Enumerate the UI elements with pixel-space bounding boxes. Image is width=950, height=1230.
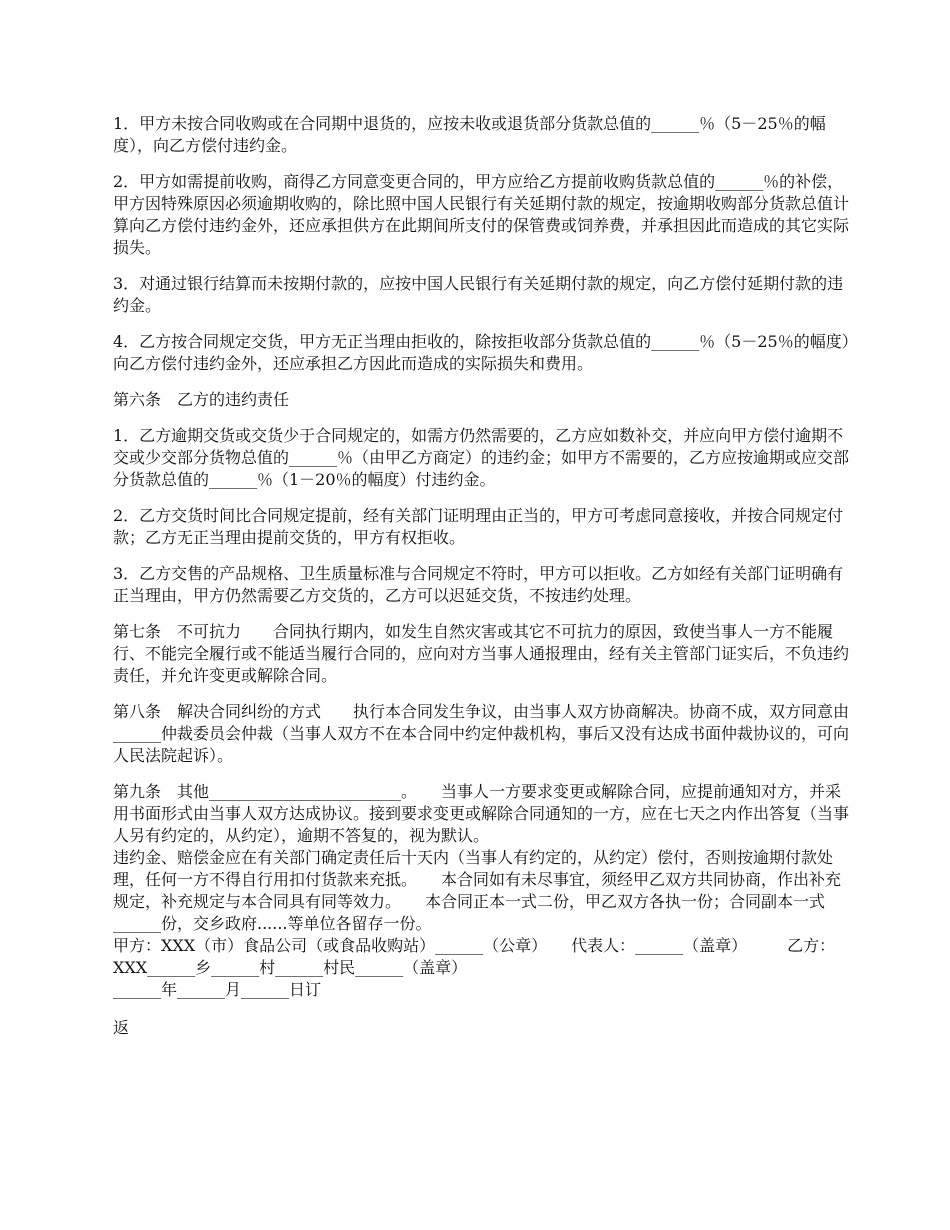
article-paragraph: 第九条 其他________________________。 当事人一方要求变更或解除合同，应提前通知对方，并采用书面形式由当事人双方达成协议。接到要求变更或解除合同通知的一方，应在七天之内作出答复（当事人另有约定的，从约定），逾期不答复的，视为默认。 <box>113 782 850 845</box>
article-heading: 第六条 乙方的违约责任 <box>113 390 290 409</box>
clause-paragraph: 2．乙方交货时间比合同规定提前，经有关部门证明理由正当的，甲方可考虑同意接收，并按合同规定付款；乙方无正当理由提前交货的，甲方有权拒收。 <box>113 506 844 547</box>
clause-paragraph: 2．甲方如需提前收购，商得乙方同意变更合同的，甲方应给乙方提前收购货款总值的______％的补偿，甲方因特殊原因必须逾期收购的，除比照中国人民银行有关延期付款的规定，按逾期收购部分货款总值计算向乙方偿付违约金外，还应承担供方在此期间所支付的保管费或饲养费，并承担因此而造成的其它实际损失。 <box>113 172 850 257</box>
article-paragraph: 第八条 解决合同纠纷的方式 执行本合同发生争议，由当事人双方协商解决。协商不成，双方同意由______仲裁委员会仲裁（当事人双方不在本合同中约定仲裁机构，事后又没有达成书面仲裁协议的，可向人民法院起诉）。 <box>113 702 850 765</box>
clause-paragraph: 1．甲方未按合同收购或在合同期中退货的，应按未收或退货部分货款总值的______％（5－25％的幅度），向乙方偿付违约金。 <box>113 114 826 155</box>
end-mark: 返 <box>113 1018 130 1037</box>
clause-paragraph: 3．乙方交售的产品规格、卫生质量标准与合同规定不符时，甲方可以拒收。乙方如经有关部门证明确有正当理由，甲方仍然需要乙方交货的，乙方可以迟延交货，不按违约处理。 <box>113 564 844 605</box>
clause-paragraph: 1．乙方逾期交货或交货少于合同规定的，如需方仍然需要的，乙方应如数补交，并应向甲方偿付逾期不交或少交部分货物总值的______％（由甲乙方商定）的违约金；如甲方不需要的，乙方应按逾期或应交部分货款总值的______％（1－20％的幅度）付违约金。 <box>113 426 850 489</box>
article-paragraph: 第七条 不可抗力 合同执行期内，如发生自然灾害或其它不可抗力的原因，致使当事人一方不能履行、不能完全履行或不能适当履行合同的，应向对方当事人通报理由，经有关主管部门证实后，不负违约责任，并允许变更或解除合同。 <box>113 622 850 685</box>
date-line: ______年______月______日订 <box>113 980 322 999</box>
contract-page <box>113 113 853 1053</box>
article-paragraph: 违约金、赔偿金应在有关部门确定责任后十天内（当事人有约定的，从约定）偿付，否则按逾期付款处理，任何一方不得自行用扣付货款来充抵。 本合同如有未尽事宜，须经甲乙双方共同协商，作出补充规定，补充规定与本合同具有同等效力。 本合同正本一式二份，甲乙双方各执一份；合同副本一式______份，交乡政府......等单位各留存一份。 <box>113 848 842 933</box>
signature-line: 甲方：XXX（市）食品公司（或食品收购站）______（公章） 代表人：______（盖章） 乙方：XXX______乡______村______村民______（盖章） <box>113 936 836 977</box>
clause-paragraph: 4．乙方按合同规定交货，甲方无正当理由拒收的，除按拒收部分货款总值的______％（5－25％的幅度）向乙方偿付违约金外，还应承担乙方因此而造成的实际损失和费用。 <box>113 332 850 373</box>
clause-paragraph: 3．对通过银行结算而未按期付款的，应按中国人民银行有关延期付款的规定，向乙方偿付延期付款的违约金。 <box>113 274 844 315</box>
